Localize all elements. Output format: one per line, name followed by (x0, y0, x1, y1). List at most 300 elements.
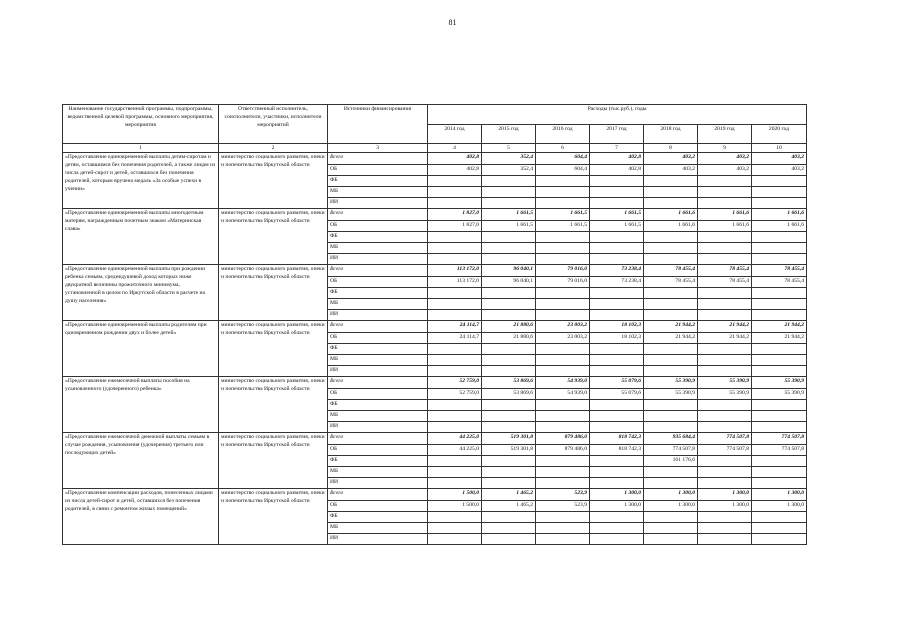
amount-cell: 79 016,0 (536, 265, 590, 277)
amount-cell: 818 742,3 (590, 445, 644, 456)
amount-cell (428, 232, 482, 243)
column-number: 7 (590, 144, 644, 153)
funding-source: ОБ (328, 165, 428, 176)
header-year: 2014 год (428, 125, 482, 144)
amount-cell (482, 467, 536, 478)
amount-cell (698, 456, 752, 467)
funding-source: МБ (328, 187, 428, 198)
amount-cell (590, 355, 644, 366)
amount-cell: 1 300,0 (590, 501, 644, 512)
amount-cell: 774 507,8 (752, 433, 807, 445)
amount-cell (482, 310, 536, 321)
amount-cell (536, 478, 590, 489)
measure-executor: министерство социального развития, опеки и попечительства Иркутской области (219, 153, 328, 209)
amount-cell: 44 225,0 (428, 433, 482, 445)
amount-cell: 774 507,8 (698, 433, 752, 445)
amount-cell: 54 939,0 (536, 377, 590, 389)
amount-cell: 44 225,0 (428, 445, 482, 456)
amount-cell: 402,8 (590, 165, 644, 176)
amount-cell: 403,2 (644, 153, 698, 165)
amount-cell (752, 467, 807, 478)
amount-cell: 23 003,2 (536, 333, 590, 344)
amount-cell (644, 299, 698, 310)
amount-cell: 879 486,0 (536, 433, 590, 445)
amount-cell: 1 661,6 (644, 221, 698, 232)
amount-cell (590, 344, 644, 355)
amount-cell (428, 310, 482, 321)
amount-cell: 23 003,2 (536, 321, 590, 333)
measure-name: «Предоставление компенсации расходов, понесенных лицами из числа детей-сирот и детей, оставшихся без попечения родителей, в связи с ремонтом жилых помещений» (63, 489, 219, 545)
amount-cell (590, 467, 644, 478)
amount-cell (698, 467, 752, 478)
amount-cell (752, 411, 807, 422)
amount-cell (698, 534, 752, 545)
amount-cell (428, 467, 482, 478)
amount-cell (698, 232, 752, 243)
funding-source: ФБ (328, 232, 428, 243)
amount-cell: 21 880,6 (482, 333, 536, 344)
amount-cell (536, 355, 590, 366)
amount-cell: 21 944,2 (698, 333, 752, 344)
funding-source: МБ (328, 355, 428, 366)
amount-cell (698, 366, 752, 377)
amount-cell: 55 390,9 (698, 389, 752, 400)
amount-cell (428, 456, 482, 467)
amount-cell (752, 310, 807, 321)
funding-source: ИИ (328, 478, 428, 489)
funding-source: Всего (328, 153, 428, 165)
amount-cell (644, 310, 698, 321)
funding-source: ИИ (328, 534, 428, 545)
amount-cell (590, 232, 644, 243)
amount-cell (482, 366, 536, 377)
table-row (63, 321, 807, 333)
measure-name: «Предоставление единовременной выплаты при рождении ребенка семьям, среднедушевой доход которых ниже двукратной величины прожиточного минимума, установленной в целом по Иркутской области в расчете на душу населения» (63, 265, 219, 321)
amount-cell: 1 300,0 (644, 501, 698, 512)
measure-name: «Предоставление единовременной выплаты детям-сиротам и детям, оставшимся без попечения родителей, а также лицам из числа детей-сирот и детей, оставшихся без попечения родителей, которым вручена медаль «За особые успехи в учении» (63, 153, 219, 209)
amount-cell (644, 288, 698, 299)
amount-cell (644, 176, 698, 187)
table-row (63, 377, 807, 389)
amount-cell (644, 254, 698, 265)
funding-source: ИИ (328, 254, 428, 265)
amount-cell (536, 534, 590, 545)
amount-cell: 1 827,0 (428, 221, 482, 232)
amount-cell (536, 366, 590, 377)
amount-cell: 403,2 (644, 165, 698, 176)
amount-cell: 21 944,2 (644, 333, 698, 344)
amount-cell: 818 742,3 (590, 433, 644, 445)
amount-cell (698, 310, 752, 321)
measure-name: «Предоставление единовременной выплаты многодетным матерям, награжденным почетным знаком «Материнская слава» (63, 209, 219, 265)
amount-cell: 55 390,9 (698, 377, 752, 389)
page-number: 81 (448, 18, 457, 27)
amount-cell: 21 880,6 (482, 321, 536, 333)
amount-cell (752, 534, 807, 545)
amount-cell (428, 243, 482, 254)
amount-cell (752, 288, 807, 299)
amount-cell (428, 400, 482, 411)
amount-cell: 73 238,4 (590, 277, 644, 288)
amount-cell: 523,9 (536, 489, 590, 501)
amount-cell (590, 187, 644, 198)
column-number: 8 (644, 144, 698, 153)
amount-cell (644, 467, 698, 478)
amount-cell (644, 411, 698, 422)
amount-cell: 79 016,0 (536, 277, 590, 288)
amount-cell: 1 661,6 (698, 221, 752, 232)
amount-cell (752, 422, 807, 433)
header-year: 2016 год (536, 125, 590, 144)
amount-cell: 1 300,0 (698, 501, 752, 512)
amount-cell: 1 661,6 (752, 221, 807, 232)
amount-cell: 55 390,9 (752, 377, 807, 389)
amount-cell (428, 411, 482, 422)
funding-source: ОБ (328, 445, 428, 456)
amount-cell (536, 198, 590, 209)
amount-cell (590, 176, 644, 187)
amount-cell (428, 288, 482, 299)
amount-cell (482, 355, 536, 366)
amount-cell (482, 232, 536, 243)
amount-cell (752, 254, 807, 265)
amount-cell (428, 198, 482, 209)
amount-cell: 78 455,4 (752, 265, 807, 277)
amount-cell: 1 300,0 (590, 489, 644, 501)
amount-cell: 55 079,6 (590, 389, 644, 400)
funding-source: ИИ (328, 366, 428, 377)
amount-cell: 1 661,5 (482, 209, 536, 221)
amount-cell: 402,8 (428, 153, 482, 165)
amount-cell (590, 288, 644, 299)
amount-cell: 402,8 (590, 153, 644, 165)
amount-cell (428, 512, 482, 523)
amount-cell: 1 661,5 (590, 221, 644, 232)
amount-cell: 18 102,3 (590, 321, 644, 333)
funding-source: Всего (328, 377, 428, 389)
amount-cell (482, 456, 536, 467)
amount-cell (698, 243, 752, 254)
amount-cell (482, 344, 536, 355)
header-year: 2015 год (482, 125, 536, 144)
amount-cell (536, 400, 590, 411)
amount-cell (698, 176, 752, 187)
funding-source: ФБ (328, 344, 428, 355)
amount-cell (644, 344, 698, 355)
funding-source: ОБ (328, 389, 428, 400)
amount-cell: 774 507,8 (752, 445, 807, 456)
funding-source: ИИ (328, 198, 428, 209)
amount-cell (644, 187, 698, 198)
amount-cell (698, 422, 752, 433)
amount-cell (644, 243, 698, 254)
amount-cell (482, 411, 536, 422)
amount-cell (482, 176, 536, 187)
funding-source: Всего (328, 265, 428, 277)
amount-cell (428, 523, 482, 534)
amount-cell (482, 523, 536, 534)
amount-cell (752, 344, 807, 355)
amount-cell: 55 390,9 (752, 389, 807, 400)
amount-cell: 1 661,5 (590, 209, 644, 221)
funding-source: Всего (328, 209, 428, 221)
table-row (63, 209, 807, 221)
amount-cell: 78 455,4 (644, 277, 698, 288)
amount-cell (698, 198, 752, 209)
amount-cell: 402,8 (428, 165, 482, 176)
column-number: 1 (63, 144, 219, 153)
amount-cell: 1 661,6 (698, 209, 752, 221)
amount-cell (536, 243, 590, 254)
amount-cell: 55 390,9 (644, 389, 698, 400)
amount-cell (644, 198, 698, 209)
amount-cell (590, 400, 644, 411)
amount-cell (698, 411, 752, 422)
funding-source: ИИ (328, 422, 428, 433)
amount-cell (644, 366, 698, 377)
amount-cell (482, 243, 536, 254)
amount-cell: 55 079,6 (590, 377, 644, 389)
amount-cell (644, 512, 698, 523)
amount-cell: 78 455,4 (644, 265, 698, 277)
amount-cell (590, 534, 644, 545)
amount-cell (698, 512, 752, 523)
amount-cell (698, 344, 752, 355)
amount-cell: 55 390,9 (644, 377, 698, 389)
amount-cell: 53 869,6 (482, 389, 536, 400)
amount-cell: 604,4 (536, 165, 590, 176)
amount-cell: 96 040,1 (482, 265, 536, 277)
amount-cell (482, 288, 536, 299)
amount-cell: 161 176,6 (644, 456, 698, 467)
column-number: 10 (752, 144, 807, 153)
amount-cell (536, 456, 590, 467)
funding-source: Всего (328, 433, 428, 445)
measure-name: «Предоставление единовременной выплаты родителям при одновременном рождении двух и более детей» (63, 321, 219, 377)
funding-source: ФБ (328, 288, 428, 299)
amount-cell: 78 455,4 (698, 265, 752, 277)
column-number: 9 (698, 144, 752, 153)
amount-cell: 24 114,7 (428, 333, 482, 344)
amount-cell (644, 400, 698, 411)
amount-cell (536, 232, 590, 243)
amount-cell (428, 422, 482, 433)
amount-cell (590, 456, 644, 467)
amount-cell (644, 534, 698, 545)
amount-cell: 113 172,0 (428, 265, 482, 277)
amount-cell: 21 944,2 (752, 321, 807, 333)
amount-cell: 604,4 (536, 153, 590, 165)
amount-cell: 1 500,0 (428, 501, 482, 512)
measure-executor: министерство социального развития, опеки и попечительства Иркутской области (219, 209, 328, 265)
amount-cell (590, 411, 644, 422)
amount-cell (752, 187, 807, 198)
amount-cell (482, 299, 536, 310)
amount-cell (428, 299, 482, 310)
amount-cell (698, 355, 752, 366)
amount-cell (590, 243, 644, 254)
amount-cell (536, 254, 590, 265)
amount-cell: 1 300,0 (752, 489, 807, 501)
amount-cell (536, 512, 590, 523)
amount-cell: 352,4 (482, 165, 536, 176)
measure-executor: министерство социального развития, опеки и попечительства Иркутской области (219, 433, 328, 489)
amount-cell (698, 187, 752, 198)
table-row (63, 489, 807, 501)
funding-source: ОБ (328, 501, 428, 512)
column-number: 3 (328, 144, 428, 153)
amount-cell (536, 467, 590, 478)
amount-cell: 54 939,0 (536, 389, 590, 400)
amount-cell (752, 355, 807, 366)
amount-cell: 519 301,8 (482, 433, 536, 445)
amount-cell (428, 478, 482, 489)
amount-cell (752, 366, 807, 377)
funding-source: ФБ (328, 400, 428, 411)
amount-cell (428, 344, 482, 355)
amount-cell: 52 759,0 (428, 377, 482, 389)
amount-cell: 774 507,8 (698, 445, 752, 456)
amount-cell: 21 944,2 (644, 321, 698, 333)
amount-cell (536, 411, 590, 422)
amount-cell: 21 944,2 (752, 333, 807, 344)
amount-cell: 403,2 (752, 153, 807, 165)
amount-cell (482, 478, 536, 489)
amount-cell: 53 869,6 (482, 377, 536, 389)
amount-cell (752, 400, 807, 411)
table-row (63, 433, 807, 445)
measure-executor: министерство социального развития, опеки и попечительства Иркутской области (219, 377, 328, 433)
amount-cell (698, 523, 752, 534)
amount-cell: 96 040,1 (482, 277, 536, 288)
funding-source: ИИ (328, 310, 428, 321)
funding-source: ФБ (328, 456, 428, 467)
amount-cell (590, 299, 644, 310)
amount-cell (752, 456, 807, 467)
amount-cell: 24 114,7 (428, 321, 482, 333)
header-executor: Ответственный исполнитель, соисполнители, участники, исполнители мероприятий (219, 105, 328, 144)
amount-cell: 403,2 (698, 153, 752, 165)
amount-cell (536, 176, 590, 187)
table-row (63, 153, 807, 165)
amount-cell (752, 198, 807, 209)
amount-cell (482, 512, 536, 523)
amount-cell (752, 243, 807, 254)
funding-source: ОБ (328, 221, 428, 232)
amount-cell (644, 422, 698, 433)
column-number: 4 (428, 144, 482, 153)
amount-cell (644, 232, 698, 243)
amount-cell: 1 827,0 (428, 209, 482, 221)
amount-cell: 1 300,0 (644, 489, 698, 501)
amount-cell: 1 465,2 (482, 501, 536, 512)
amount-cell (752, 232, 807, 243)
amount-cell (482, 422, 536, 433)
amount-cell (428, 254, 482, 265)
funding-source: ОБ (328, 333, 428, 344)
amount-cell (590, 198, 644, 209)
column-number: 6 (536, 144, 590, 153)
amount-cell (536, 344, 590, 355)
amount-cell: 352,4 (482, 153, 536, 165)
funding-source: МБ (328, 523, 428, 534)
amount-cell (482, 400, 536, 411)
funding-source: МБ (328, 411, 428, 422)
amount-cell: 78 455,4 (752, 277, 807, 288)
measure-name: «Предоставление ежемесячной выплаты пособия на усыновленного (удочеренного) ребенка» (63, 377, 219, 433)
amount-cell (428, 187, 482, 198)
amount-cell (590, 310, 644, 321)
amount-cell: 18 102,3 (590, 333, 644, 344)
amount-cell (428, 355, 482, 366)
funding-source: МБ (328, 467, 428, 478)
amount-cell (644, 355, 698, 366)
amount-cell (428, 366, 482, 377)
amount-cell (536, 299, 590, 310)
amount-cell (752, 176, 807, 187)
amount-cell: 1 661,5 (536, 209, 590, 221)
column-number: 5 (482, 144, 536, 153)
amount-cell: 935 684,4 (644, 433, 698, 445)
header-year: 2017 год (590, 125, 644, 144)
amount-cell (644, 523, 698, 534)
amount-cell (482, 187, 536, 198)
funding-source: Всего (328, 489, 428, 501)
amount-cell: 519 301,8 (482, 445, 536, 456)
amount-cell: 879 486,0 (536, 445, 590, 456)
measure-executor: министерство социального развития, опеки и попечительства Иркутской области (219, 321, 328, 377)
amount-cell: 1 300,0 (752, 501, 807, 512)
funding-source: Всего (328, 321, 428, 333)
amount-cell (698, 478, 752, 489)
amount-cell: 774 507,8 (644, 445, 698, 456)
amount-cell (698, 299, 752, 310)
amount-cell: 1 500,0 (428, 489, 482, 501)
amount-cell (482, 534, 536, 545)
amount-cell (590, 523, 644, 534)
header-year: 2019 год (698, 125, 752, 144)
amount-cell (752, 512, 807, 523)
funding-source: МБ (328, 299, 428, 310)
amount-cell (536, 523, 590, 534)
header-source: Источники финансирования (328, 105, 428, 144)
amount-cell: 1 661,5 (482, 221, 536, 232)
amount-cell: 1 661,6 (752, 209, 807, 221)
header-year: 2020 год (752, 125, 807, 144)
amount-cell: 1 661,6 (644, 209, 698, 221)
measure-name: «Предоставление ежемесячной денежной выплаты семьям в случае рождения, усыновления (удочерения) третьего или последующих детей» (63, 433, 219, 489)
amount-cell (590, 422, 644, 433)
amount-cell (752, 299, 807, 310)
amount-cell (482, 198, 536, 209)
budget-table (62, 104, 807, 545)
amount-cell (590, 366, 644, 377)
amount-cell (590, 512, 644, 523)
amount-cell (752, 523, 807, 534)
amount-cell: 21 944,2 (698, 321, 752, 333)
column-number: 2 (219, 144, 328, 153)
funding-source: ОБ (328, 277, 428, 288)
funding-source: ФБ (328, 176, 428, 187)
amount-cell (752, 478, 807, 489)
amount-cell: 52 759,0 (428, 389, 482, 400)
header-program: Наименование государственной программы, подпрограммы, ведомственной целевой программы, основного мероприятия, мероприятия (63, 105, 219, 144)
amount-cell (590, 254, 644, 265)
amount-cell (536, 310, 590, 321)
amount-cell (698, 400, 752, 411)
amount-cell (428, 534, 482, 545)
amount-cell (482, 254, 536, 265)
